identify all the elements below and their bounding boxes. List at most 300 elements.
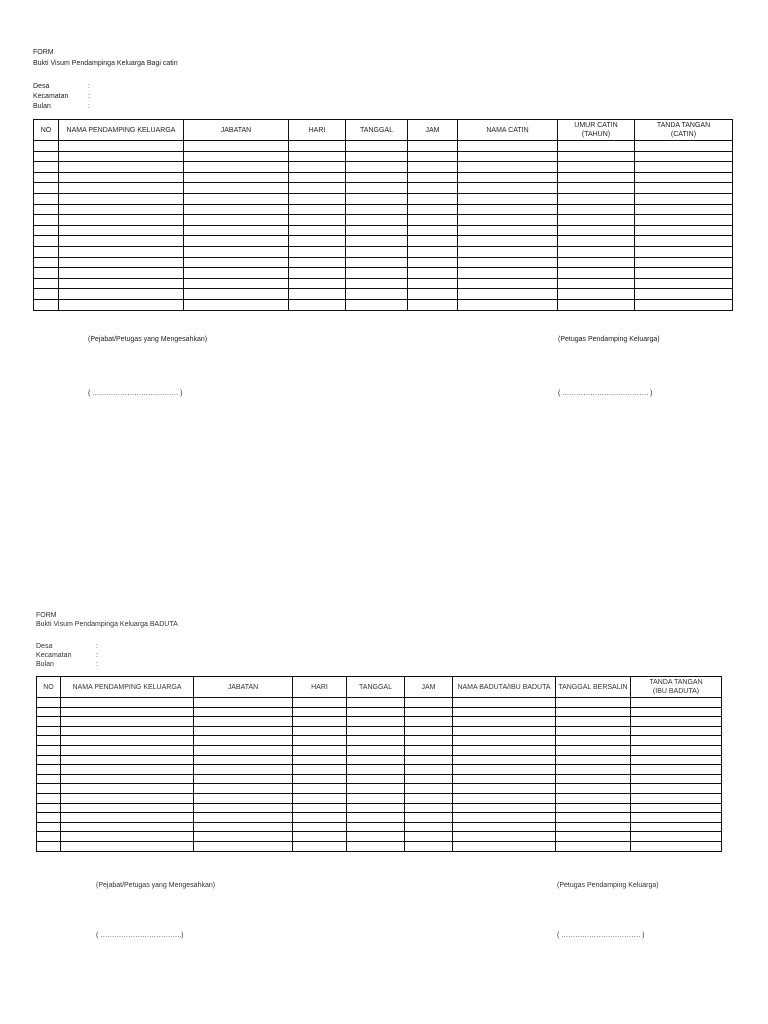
col-header-no: NO [34, 120, 59, 141]
table-cell [293, 755, 347, 765]
table-cell [34, 183, 59, 194]
table-cell [37, 698, 61, 708]
form2-sign-left-line: ( ……………………………..) [96, 932, 184, 939]
table-cell [293, 793, 347, 803]
col-header-hari: HARI [289, 120, 346, 141]
table-cell [408, 289, 458, 300]
table-cell [558, 268, 635, 279]
table-cell [61, 736, 194, 746]
table-cell [59, 141, 184, 152]
form1-sign-left-title: (Pejabat/Petugas yang Mengesahkan) [88, 336, 208, 343]
table-cell [37, 726, 61, 736]
table-cell [289, 215, 346, 226]
table-cell [293, 717, 347, 727]
col-header-jam: JAM [408, 120, 458, 141]
table-cell [34, 246, 59, 257]
table-cell [635, 162, 733, 173]
table-cell [635, 278, 733, 289]
table-cell [635, 215, 733, 226]
table-cell [37, 784, 61, 794]
table-cell [635, 299, 733, 310]
table-cell [194, 698, 293, 708]
table-cell [631, 813, 722, 823]
table-cell [61, 707, 194, 717]
table-cell [59, 193, 184, 204]
table-cell [34, 278, 59, 289]
table-cell [405, 736, 453, 746]
table-cell [184, 246, 289, 257]
table-cell [289, 141, 346, 152]
table-cell [184, 172, 289, 183]
table-cell [408, 299, 458, 310]
table-cell [194, 774, 293, 784]
table-cell [289, 236, 346, 247]
table-cell [458, 193, 558, 204]
table-cell [194, 717, 293, 727]
table-cell [289, 299, 346, 310]
table-cell [458, 299, 558, 310]
table-cell [61, 841, 194, 851]
col-header-nama-pendamping: NAMA PENDAMPING KELUARGA [61, 677, 194, 698]
form2-title: Bukti Visum Pendampinga Keluarga BADUTA [36, 621, 178, 628]
table-cell [347, 765, 405, 775]
table-cell [458, 236, 558, 247]
table-cell [184, 162, 289, 173]
table-cell [347, 726, 405, 736]
table-cell [194, 784, 293, 794]
table-cell [61, 755, 194, 765]
table-cell [184, 193, 289, 204]
table-cell [408, 172, 458, 183]
table-cell [556, 707, 631, 717]
table-cell [346, 236, 408, 247]
col-header-tanda-tangan: TANDA TANGAN (IBU BADUTA) [631, 677, 722, 698]
table-cell [556, 717, 631, 727]
table-cell [37, 813, 61, 823]
table-row [34, 236, 733, 247]
table-cell [453, 813, 556, 823]
table-cell [37, 707, 61, 717]
table-cell [184, 236, 289, 247]
table-cell [558, 236, 635, 247]
col-header-umur-catin: UMUR CATIN (TAHUN) [558, 120, 635, 141]
table-cell [293, 698, 347, 708]
table-cell [347, 707, 405, 717]
table-cell [289, 204, 346, 215]
table-cell [34, 193, 59, 204]
table-cell [184, 183, 289, 194]
table-cell [558, 289, 635, 300]
table-cell [346, 151, 408, 162]
form1-title: Bukti Visum Pendampinga Keluarga Bagi catin [33, 60, 178, 67]
table-cell [558, 215, 635, 226]
table-cell [635, 225, 733, 236]
table-cell [558, 151, 635, 162]
field-sep: : [96, 661, 98, 668]
table-row [34, 204, 733, 215]
table-cell [408, 183, 458, 194]
table-cell [194, 832, 293, 842]
table-cell [631, 803, 722, 813]
table-cell [346, 204, 408, 215]
table-cell [346, 141, 408, 152]
table-cell [635, 193, 733, 204]
table-row [37, 793, 722, 803]
table-cell [346, 183, 408, 194]
table-row [37, 822, 722, 832]
table-cell [346, 246, 408, 257]
table-cell [558, 141, 635, 152]
table-row [37, 765, 722, 775]
table-cell [289, 278, 346, 289]
table-cell [635, 257, 733, 268]
table-cell [184, 278, 289, 289]
table-cell [631, 832, 722, 842]
table-row [34, 215, 733, 226]
table-row [34, 225, 733, 236]
table-cell [34, 268, 59, 279]
table-cell [405, 793, 453, 803]
table-cell [59, 151, 184, 162]
table-cell [458, 151, 558, 162]
table-cell [293, 813, 347, 823]
col-header-tanggal-bersalin: TANGGAL BERSALIN [556, 677, 631, 698]
form1-sign-left-line: ( ………………………………. ) [88, 390, 183, 397]
table-cell [453, 832, 556, 842]
table-cell [347, 813, 405, 823]
table-cell [293, 726, 347, 736]
table-cell [194, 736, 293, 746]
table-row [34, 246, 733, 257]
table-cell [408, 246, 458, 257]
table-cell [558, 193, 635, 204]
form1-sign-right-title: (Petugas Pendamping Keluarga) [558, 336, 660, 343]
table-cell [194, 803, 293, 813]
table-cell [631, 765, 722, 775]
table-cell [631, 698, 722, 708]
table-cell [458, 246, 558, 257]
form2-field-bulan [36, 660, 98, 670]
form2-heading: FORM [36, 612, 57, 619]
table-cell [405, 707, 453, 717]
table-cell [184, 257, 289, 268]
table-cell [289, 225, 346, 236]
table-cell [37, 774, 61, 784]
table-cell [34, 172, 59, 183]
table-cell [347, 793, 405, 803]
table-row [34, 193, 733, 204]
table-cell [194, 726, 293, 736]
table-cell [59, 225, 184, 236]
table-cell [289, 151, 346, 162]
table-cell [556, 726, 631, 736]
table-cell [61, 813, 194, 823]
table-cell [289, 257, 346, 268]
table-cell [293, 774, 347, 784]
table-cell [408, 236, 458, 247]
table-cell [289, 172, 346, 183]
table-row [34, 141, 733, 152]
table-row [34, 299, 733, 310]
table-cell [458, 225, 558, 236]
table-row [34, 278, 733, 289]
table-cell [194, 755, 293, 765]
table-cell [556, 803, 631, 813]
table-cell [37, 736, 61, 746]
table-cell [346, 257, 408, 268]
table-cell [37, 717, 61, 727]
col-header-jam: JAM [405, 677, 453, 698]
table-cell [458, 289, 558, 300]
table-cell [558, 172, 635, 183]
table-cell [405, 813, 453, 823]
table-cell [293, 765, 347, 775]
table-cell [289, 289, 346, 300]
table-cell [347, 736, 405, 746]
table-cell [453, 793, 556, 803]
form1-field-bulan [33, 102, 90, 112]
table-cell [34, 151, 59, 162]
table-cell [347, 832, 405, 842]
table-cell [347, 745, 405, 755]
table-cell [408, 151, 458, 162]
table-cell [61, 698, 194, 708]
table-cell [37, 822, 61, 832]
table-cell [184, 268, 289, 279]
table-cell [458, 183, 558, 194]
table-cell [408, 141, 458, 152]
table-cell [184, 289, 289, 300]
table-cell [558, 246, 635, 257]
table-cell [34, 299, 59, 310]
table-cell [293, 803, 347, 813]
table-cell [346, 268, 408, 279]
table-cell [631, 717, 722, 727]
field-label: Bulan [36, 661, 54, 668]
table-cell [59, 215, 184, 226]
table-cell [61, 832, 194, 842]
table-cell [631, 726, 722, 736]
table-row [37, 832, 722, 842]
table-cell [347, 803, 405, 813]
table-cell [631, 784, 722, 794]
table-cell [59, 289, 184, 300]
table-cell [34, 204, 59, 215]
table-cell [631, 755, 722, 765]
table-cell [59, 236, 184, 247]
table-cell [184, 225, 289, 236]
field-sep: : [96, 652, 98, 659]
table-cell [458, 278, 558, 289]
table-cell [458, 162, 558, 173]
table-cell [61, 784, 194, 794]
table-cell [453, 745, 556, 755]
table-cell [453, 774, 556, 784]
table-cell [346, 289, 408, 300]
table-cell [59, 278, 184, 289]
table-row [34, 172, 733, 183]
field-label: Kecamatan [33, 93, 69, 100]
table-cell [408, 193, 458, 204]
table-cell [405, 717, 453, 727]
table-cell [631, 707, 722, 717]
table-row [34, 162, 733, 173]
table-cell [194, 745, 293, 755]
table-row [34, 183, 733, 194]
table-cell [631, 745, 722, 755]
col-header-tanggal: TANGGAL [346, 120, 408, 141]
table-row [34, 151, 733, 162]
table-cell [346, 299, 408, 310]
table-cell [408, 268, 458, 279]
table-cell [405, 822, 453, 832]
table-cell [635, 246, 733, 257]
table-cell [289, 193, 346, 204]
table-cell [59, 204, 184, 215]
table-cell [194, 841, 293, 851]
table-cell [184, 215, 289, 226]
table-cell [61, 745, 194, 755]
table-cell [194, 793, 293, 803]
table-cell [293, 784, 347, 794]
form2-sign-right-line: ( ……………………………. ) [557, 932, 645, 939]
table-cell [458, 268, 558, 279]
table-cell [346, 215, 408, 226]
field-sep: : [88, 103, 90, 110]
table-cell [558, 257, 635, 268]
field-label: Bulan [33, 103, 51, 110]
col-header-nama-baduta: NAMA BADUTA/IBU BADUTA [453, 677, 556, 698]
table-cell [59, 268, 184, 279]
table-cell [34, 215, 59, 226]
table-cell [405, 726, 453, 736]
table-cell [346, 193, 408, 204]
table-cell [558, 162, 635, 173]
table-cell [556, 784, 631, 794]
table-cell [556, 765, 631, 775]
table-cell [61, 726, 194, 736]
table-cell [61, 717, 194, 727]
table-cell [405, 765, 453, 775]
table-cell [37, 832, 61, 842]
table-cell [556, 841, 631, 851]
table-cell [37, 745, 61, 755]
table-cell [458, 172, 558, 183]
table-cell [408, 278, 458, 289]
table-cell [346, 172, 408, 183]
table-cell [347, 774, 405, 784]
form1-field-kecamatan [33, 92, 90, 102]
table-cell [37, 793, 61, 803]
table-cell [635, 289, 733, 300]
form1-heading: FORM [33, 49, 54, 56]
table-cell [347, 717, 405, 727]
table-cell [453, 755, 556, 765]
table-cell [289, 162, 346, 173]
table-cell [59, 162, 184, 173]
field-label: Desa [36, 643, 53, 650]
table-cell [347, 698, 405, 708]
table-cell [556, 736, 631, 746]
table-cell [635, 204, 733, 215]
table-cell [37, 765, 61, 775]
table-cell [293, 707, 347, 717]
table-cell [453, 717, 556, 727]
table-cell [61, 774, 194, 784]
table-cell [59, 257, 184, 268]
table-cell [408, 215, 458, 226]
table-cell [556, 698, 631, 708]
table-cell [293, 822, 347, 832]
table-cell [347, 784, 405, 794]
table-cell [558, 183, 635, 194]
table-cell [556, 745, 631, 755]
form2-sign-left-title: (Pejabat/Petugas yang Mengesahkan) [96, 882, 216, 889]
table-cell [34, 289, 59, 300]
form1-sign-right-line: ( ………………………………. ) [558, 390, 653, 397]
table-cell [34, 236, 59, 247]
table-cell [37, 755, 61, 765]
table-cell [408, 162, 458, 173]
table-cell [59, 246, 184, 257]
table-cell [631, 774, 722, 784]
table-cell [293, 832, 347, 842]
table-cell [635, 141, 733, 152]
table-cell [556, 822, 631, 832]
table-cell [347, 841, 405, 851]
table-cell [635, 172, 733, 183]
table-row [37, 726, 722, 736]
field-sep: : [96, 643, 98, 650]
table-cell [194, 813, 293, 823]
table-cell [289, 246, 346, 257]
table-cell [405, 803, 453, 813]
field-sep: : [88, 93, 90, 100]
table-cell [405, 841, 453, 851]
table-cell [347, 822, 405, 832]
table-cell [184, 151, 289, 162]
table-cell [405, 774, 453, 784]
table-cell [61, 765, 194, 775]
table-row [37, 784, 722, 794]
table-cell [631, 822, 722, 832]
table-cell [453, 803, 556, 813]
table-row [37, 774, 722, 784]
table-cell [458, 257, 558, 268]
form1-field-desa [33, 82, 90, 92]
table-cell [558, 278, 635, 289]
table-row [34, 289, 733, 300]
table-row [37, 803, 722, 813]
table-cell [405, 698, 453, 708]
table-cell [453, 726, 556, 736]
table-cell [458, 141, 558, 152]
table-cell [453, 765, 556, 775]
table-cell [453, 698, 556, 708]
col-header-hari: HARI [293, 677, 347, 698]
table-cell [556, 813, 631, 823]
table-row [37, 707, 722, 717]
table-cell [408, 225, 458, 236]
col-header-jabatan: JABATAN [184, 120, 289, 141]
table-cell [194, 822, 293, 832]
table-cell [293, 736, 347, 746]
table-row [37, 698, 722, 708]
table-cell [558, 204, 635, 215]
col-header-no: NO [37, 677, 61, 698]
table-cell [346, 225, 408, 236]
table-cell [408, 204, 458, 215]
